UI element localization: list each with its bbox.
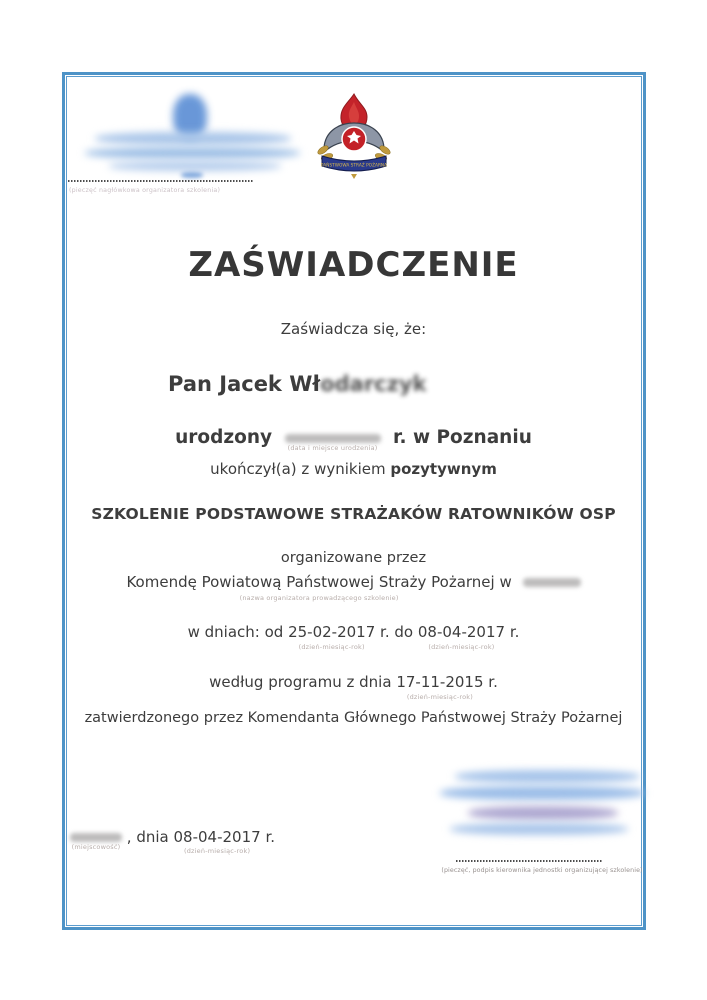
header-stamp-blurred xyxy=(85,92,300,182)
header-stamp-caption: (pieczęć nagłówkowa organizatora szkolenia) xyxy=(69,187,221,194)
stamp-text-line xyxy=(450,823,628,835)
stamp-text-line xyxy=(181,172,203,178)
footer-date: 08-04-2017 xyxy=(173,828,261,846)
header-stamp-dotted-line xyxy=(68,180,254,182)
result-line xyxy=(0,460,707,479)
date-from: 25-02-2017 xyxy=(288,623,376,641)
date-from-caption: (dzień-miesiąc-rok) xyxy=(298,642,365,651)
stamp-text-line xyxy=(95,132,291,145)
signature-dotted-line xyxy=(456,860,602,862)
footer-place-date xyxy=(70,828,276,855)
program-date-caption: (dzień-miesiąc-rok) xyxy=(406,692,474,701)
course-dates-line xyxy=(0,623,707,651)
stamp-text-line xyxy=(85,147,300,159)
program-date-wrap xyxy=(396,673,484,701)
person-name-visible: Pan Jacek Wł xyxy=(168,372,321,396)
birth-line xyxy=(0,426,707,452)
result-emphasis: pozytywnym xyxy=(390,460,497,478)
stamp-text-line xyxy=(440,786,645,800)
organizer-wrap xyxy=(126,573,512,602)
signature-ink-line xyxy=(468,806,618,820)
birth-caption: (data i miejsce urodzenia) xyxy=(287,444,378,452)
result-prefix: ukończył(a) z wynikiem xyxy=(210,460,386,478)
footer-date-wrap xyxy=(173,828,261,855)
birth-suffix: r. w Poznaniu xyxy=(393,427,532,448)
program-line xyxy=(0,673,707,701)
date-to-wrap xyxy=(417,623,506,651)
date-to-caption: (dzień-miesiąc-rok) xyxy=(428,642,495,651)
dates-mid: r. do xyxy=(380,623,414,641)
organizer-caption: (nazwa organizatora prowadzącego szkolenie) xyxy=(239,593,399,602)
redaction-bar xyxy=(285,434,381,443)
place-caption: (miejscowość) xyxy=(71,843,121,851)
signature-caption: (pieczęć, podpis kierownika jednostki organizującej szkolenie) xyxy=(441,867,643,874)
program-date: 17-11-2015 xyxy=(396,673,484,691)
date-from-wrap xyxy=(288,623,376,651)
date-to: 08-04-2017 xyxy=(417,623,506,641)
footer-suffix: r. xyxy=(265,828,276,846)
dates-prefix: w dniach: od xyxy=(187,623,284,641)
ribbon-tassel xyxy=(351,174,357,179)
birth-date-redacted xyxy=(285,434,381,452)
stamp-text-line xyxy=(455,770,640,783)
birth-prefix: urodzony xyxy=(175,427,273,448)
person-name xyxy=(168,372,426,396)
fire-service-emblem xyxy=(315,92,393,186)
redaction-bar xyxy=(523,578,581,587)
course-title: SZKOLENIE PODSTAWOWE STRAŻAKÓW RATOWNIKÓW OSP xyxy=(91,505,616,523)
person-name-redacted: odarczyk xyxy=(320,372,427,396)
ribbon-text: PAŃSTWOWA STRAŻ POŻARNA xyxy=(320,163,388,169)
footer-mid: , dnia xyxy=(126,828,169,846)
place-redacted xyxy=(70,833,122,851)
organizer-place-redacted xyxy=(523,578,581,587)
approved-by-text: zatwierdzonego przez Komendanta Głównego Państwowej Straży Pożarnej xyxy=(84,710,623,726)
organized-by-text: organizowane przez xyxy=(280,550,427,566)
signature-stamp-blurred xyxy=(440,762,645,858)
footer-date-caption: (dzień-miesiąc-rok) xyxy=(184,847,251,855)
dates-suffix: r. xyxy=(509,623,520,641)
organizer-line xyxy=(0,573,707,602)
certificate-title: ZAŚWIADCZENIE xyxy=(188,245,519,285)
redaction-bar xyxy=(70,833,122,842)
intro-text: Zaświadcza się, że: xyxy=(280,320,427,338)
program-prefix: według programu z dnia xyxy=(209,673,392,691)
stamp-text-line xyxy=(109,161,281,171)
organizer-text: Komendę Powiatową Państwowej Straży Pożarnej w xyxy=(126,573,512,591)
program-suffix: r. xyxy=(488,673,498,691)
